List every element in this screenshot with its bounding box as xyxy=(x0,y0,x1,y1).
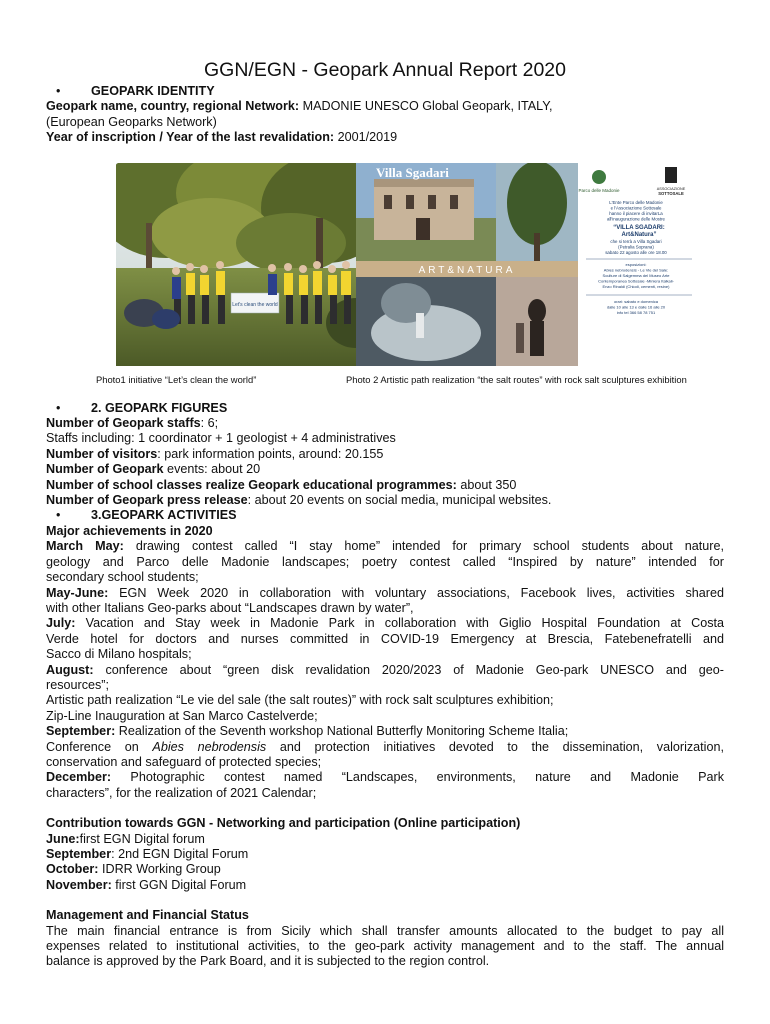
mayjune-line-2: with other Italians Geo-parks about “Landscapes drawn by water”, xyxy=(46,600,414,615)
poster-place-line: sabato 22 agosto alle ore 18.00 xyxy=(605,249,667,255)
visitors-label: Number of visitors xyxy=(46,446,158,461)
geopark-name-value: MADONIE UNESCO Global Geopark, ITALY, xyxy=(299,99,553,114)
section-heading-activities: • 3.GEOPARK ACTIVITIES xyxy=(46,508,724,523)
staff-line xyxy=(46,416,724,431)
staff-detail: Staffs including: 1 coordinator + 1 geologist + 4 administratives xyxy=(46,431,396,446)
mayjune-label: May-June: xyxy=(46,585,109,600)
inscription-line xyxy=(46,130,724,145)
july-line-1 xyxy=(46,616,724,631)
logo-assoc-line2: SOTTOSALE xyxy=(658,190,684,196)
events-value: events: about 20 xyxy=(163,462,261,477)
geopark-name-label: Geopark name, country, regional Network: xyxy=(46,99,300,114)
spacer xyxy=(46,801,724,816)
september-label: September: xyxy=(46,724,116,739)
august-text-1: conference about “green disk revalidation 2020/2023 of Madonie Geo-park UNESCO and geo- xyxy=(93,662,724,677)
july-line-2: Verde hotel for doctors and nurses committed in COVID-19 Emergency at Brescia, Fatebenefratelli and xyxy=(46,631,724,646)
staff-label: Number of Geopark staffs xyxy=(46,416,201,431)
conference-species: Abies nebrodensis xyxy=(152,739,267,754)
show-title-2: Art&Natura” xyxy=(621,231,657,238)
press-label: Number of Geopark press release xyxy=(46,493,248,508)
poster-invite-line: hanno il piacere di invitarLa xyxy=(609,210,663,216)
poster-place-line: (Petralia Soprana) xyxy=(618,244,654,250)
poster-invite-line: L'Ente Parco delle Madonie xyxy=(609,199,663,205)
june-value: first EGN Digital forum xyxy=(79,831,205,846)
poster-hours-line: orari: sabato e domenica xyxy=(613,298,659,304)
poster-place-line: che si terrà a Villa Sgadari xyxy=(610,238,662,244)
photo-row xyxy=(46,163,724,401)
management-heading: Management and Financial Status xyxy=(46,908,249,923)
august-label: August: xyxy=(46,662,94,677)
june-label: June: xyxy=(46,831,80,846)
poster-invite-line: e l'Associazione Sottosale xyxy=(610,205,662,211)
september-text-1: Realization of the Seventh workshop National Butterfly Monitoring Scheme Italia; xyxy=(115,724,569,739)
oct-line xyxy=(46,862,724,877)
june-line xyxy=(46,832,724,847)
march-line-2: geology and Parco delle Madonie landscapes; poetry contest called “Inspired by nature” intended for xyxy=(46,554,724,569)
july-line-3: Sacco di Milano hospitals; xyxy=(46,647,192,662)
management-line-2: expenses related to institutional activities, to the geo-park activity management and to the staff. The annual xyxy=(46,939,724,954)
photo2-image xyxy=(356,163,694,366)
photo2-caption: Photo 2 Artistic path realization “the salt routes” with rock salt sculptures exhibition xyxy=(346,373,687,385)
mayjune-text-1: EGN Week 2020 in collaboration with voluntary associations, Facebook lives, activities shared xyxy=(108,585,724,600)
visitors-line xyxy=(46,447,724,462)
poster-expo-line: Abies nebrodensis - Le Vie del Sale: xyxy=(603,267,669,273)
photo-clean-the-world xyxy=(116,163,379,366)
poster-expo-line: esposizioni: xyxy=(625,261,647,267)
december-line-2: characters”, for the realization of 2021 Calendar; xyxy=(46,785,317,800)
photo1-caption: Photo1 initiative “Let’s clean the world” xyxy=(96,373,257,385)
poster-expo-line: Sculture di Salgemma del Museo Arte xyxy=(602,272,670,278)
geopark-name-line xyxy=(46,99,724,114)
poster-invite-line: all'inaugurazione delle Mostre xyxy=(607,216,665,222)
school-line xyxy=(46,478,724,493)
december-line-1 xyxy=(46,770,724,785)
inscription-value: 2001/2019 xyxy=(334,130,398,145)
page-title: GGN/EGN - Geopark Annual Report 2020 xyxy=(203,59,567,81)
section-heading-identity: • GEOPARK IDENTITY xyxy=(46,84,724,99)
banner-text: Let's clean the world xyxy=(232,301,278,308)
nov-line xyxy=(46,878,724,893)
report-page xyxy=(46,58,724,970)
art-natura-text: ART&NATURA xyxy=(418,264,516,276)
villa-title: Villa Sgadari xyxy=(376,164,449,180)
nov-label: November: xyxy=(46,877,112,892)
spacer xyxy=(46,893,724,908)
poster-hours-line: info tel 366 58 78 751 xyxy=(616,309,656,315)
december-label: December: xyxy=(46,770,112,785)
section-heading-figures: • 2. GEOPARK FIGURES xyxy=(46,401,724,416)
press-line xyxy=(46,493,724,508)
oct-value: IDRR Working Group xyxy=(98,862,221,877)
staff-value: : 6; xyxy=(200,416,219,431)
march-label: March May: xyxy=(46,539,124,554)
december-text-1: Photographic contest named “Landscapes, environments, nature and Madonie Park xyxy=(111,770,724,785)
mayjune-line-1 xyxy=(46,586,724,601)
logo-assoc-line1: ASSOCIAZIONE xyxy=(656,186,686,191)
sept-line xyxy=(46,847,724,862)
september-line-1 xyxy=(46,724,724,739)
show-title-1: “VILLA SGADARI: xyxy=(613,224,665,231)
poster-hours-line: dalle 10 alle 13 e dalle 16 alle 20 xyxy=(606,304,666,310)
visitors-value: : park information points, around: 20.155 xyxy=(157,446,384,461)
management-line-3: balance is approved by the Park Board, and it is subjected to the region control. xyxy=(46,954,490,969)
photo1-image xyxy=(116,163,379,366)
artistic-line: Artistic path realization “Le vie del sale (the salt routes)” with rock salt sculptures exhibition; xyxy=(46,693,554,708)
sept-value: : 2nd EGN Digital Forum xyxy=(111,847,249,861)
conference-pre: Conference on xyxy=(46,739,153,754)
nov-value: first GGN Digital Forum xyxy=(111,877,247,892)
events-line xyxy=(46,462,724,477)
events-label: Number of Geopark xyxy=(46,462,164,477)
oct-label: October: xyxy=(46,862,99,877)
logo-parco-text: Parco delle Madonie xyxy=(578,187,620,193)
conference-post: and protection initiatives devoted to the dissemination, valorization, xyxy=(266,739,724,754)
contribution-heading: Contribution towards GGN - Networking and participation (Online participation) xyxy=(46,816,521,831)
july-label: July: xyxy=(46,616,76,631)
sept-label: September xyxy=(46,847,112,861)
school-value: about 350 xyxy=(456,477,517,492)
school-label: Number of school classes realize Geopark educational programmes: xyxy=(46,477,457,492)
major-achievements-heading: Major achievements in 2020 xyxy=(46,523,213,538)
march-text-1: drawing contest called “I stay home” intended for primary school students about nature, xyxy=(123,539,724,554)
march-line-3: secondary school students; xyxy=(46,570,199,585)
geopark-network-line: (European Geoparks Network) xyxy=(46,114,217,129)
conference-line-2: conservation and safeguard of protected species; xyxy=(46,754,322,769)
photo-salt-routes-poster xyxy=(356,163,694,366)
inscription-label: Year of inscription / Year of the last revalidation: xyxy=(46,130,335,145)
management-line-1: The main financial entrance is from Sicily which shall transfer amounts allocated to the budget to pay all xyxy=(46,923,724,938)
march-line-1 xyxy=(46,539,724,554)
press-value: : about 20 events on social media, municipal websites. xyxy=(247,493,552,508)
august-line-2: resources”; xyxy=(46,677,109,692)
poster-expo-line: Enzo Rinaldi (Chiodi, cementi, resine) xyxy=(602,283,670,289)
zipline-line: Zip-Line Inauguration at San Marco Castelverde; xyxy=(46,708,318,723)
august-line-1 xyxy=(46,663,724,678)
poster-expo-line: Contemporanea Sottosale -Miniera Italkali- xyxy=(598,278,674,284)
conference-line-1 xyxy=(46,740,724,755)
july-text-1: Vacation and Stay week in Madonie Park in collaboration with Giglio Hospital Foundation at Costa xyxy=(75,616,724,631)
